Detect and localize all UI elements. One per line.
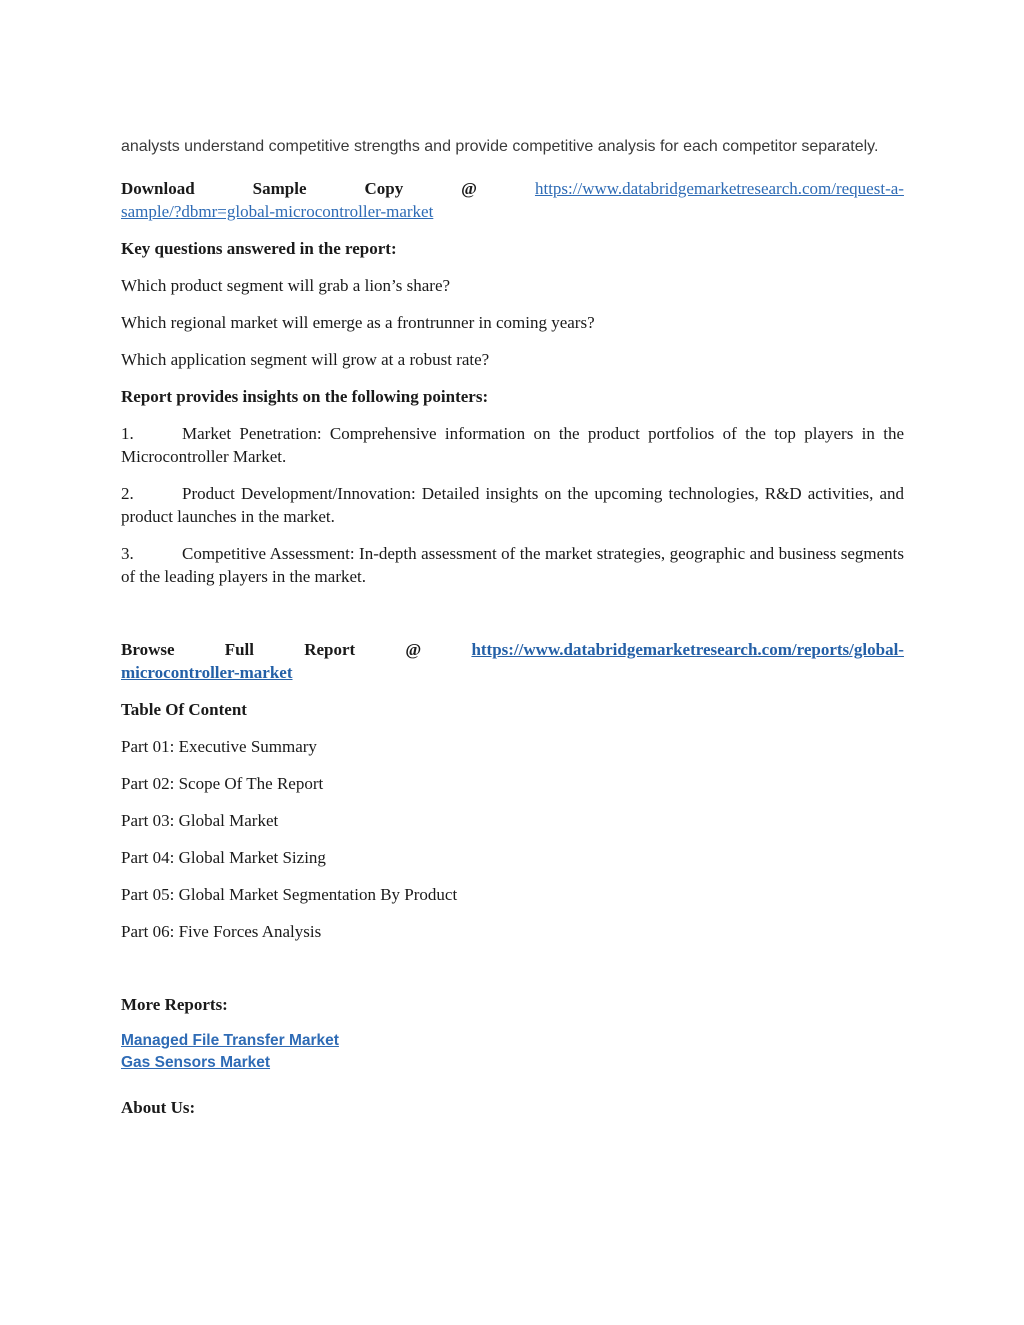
more-report-link[interactable]: Managed File Transfer Market — [121, 1032, 339, 1049]
toc-item: Part 02: Scope Of The Report — [121, 774, 324, 793]
at-sign: @ — [461, 179, 477, 198]
pointer-number: 3. — [121, 544, 134, 563]
toc-item: Part 03: Global Market — [121, 811, 279, 830]
pointer-item — [121, 542, 904, 588]
download-word: Download — [121, 179, 195, 198]
key-question-item: Which regional market will emerge as a frontrunner in coming years? — [121, 313, 595, 332]
pointer-item — [121, 482, 904, 528]
full-word: Full — [224, 640, 255, 659]
report-word: Report — [304, 640, 356, 659]
pointers-heading: Report provides insights on the following pointers: — [121, 387, 489, 406]
browse-word: Browse — [121, 640, 175, 659]
about-us-heading: About Us: — [121, 1098, 196, 1117]
more-report-link[interactable]: Gas Sensors Market — [121, 1054, 271, 1071]
document-page — [121, 130, 904, 1119]
pointer-number: 1. — [121, 424, 134, 443]
key-question-item: Which application segment will grow at a robust rate? — [121, 350, 490, 369]
toc-item: Part 06: Five Forces Analysis — [121, 922, 322, 941]
key-question-item: Which product segment will grab a lion’s share? — [121, 276, 451, 295]
more-reports-list — [121, 1030, 904, 1074]
toc-item: Part 05: Global Market Segmentation By Product — [121, 885, 458, 904]
intro-paragraph: analysts understand competitive strengths and provide competitive analysis for each competitor separately. — [121, 138, 879, 155]
pointer-item — [121, 422, 904, 468]
more-reports-heading: More Reports: — [121, 995, 228, 1014]
toc-item: Part 04: Global Market Sizing — [121, 848, 326, 867]
toc-heading: Table Of Content — [121, 700, 247, 719]
pointer-text: Competitive Assessment: In-depth assessment of the market strategies, geographic and business segments of the leading players in the market. — [121, 544, 904, 586]
browse-report-link-part1[interactable]: https://www.databridgemarketresearch.com/reports/global- — [471, 640, 904, 659]
sample-word: Sample — [252, 179, 307, 198]
browse-report-line — [121, 638, 904, 661]
pointer-text: Product Development/Innovation: Detailed insights on the upcoming technologies, R&D activities, and product launches in the market. — [121, 484, 904, 526]
pointer-number: 2. — [121, 484, 134, 503]
download-sample-line — [121, 177, 904, 200]
pointer-text: Market Penetration: Comprehensive information on the product portfolios of the top players in the Microcontroller Market. — [121, 424, 904, 466]
download-sample-block — [121, 177, 904, 223]
copy-word: Copy — [364, 179, 404, 198]
browse-report-block — [121, 638, 904, 684]
toc-item: Part 01: Executive Summary — [121, 737, 317, 756]
at-sign: @ — [405, 640, 422, 659]
download-sample-link-part1[interactable]: https://www.databridgemarketresearch.com/request-a- — [534, 179, 904, 198]
browse-report-link-part2[interactable]: microcontroller-market — [121, 663, 293, 682]
key-questions-heading: Key questions answered in the report: — [121, 239, 397, 258]
download-sample-link-part2[interactable]: sample/?dbmr=global-microcontroller-market — [121, 202, 434, 221]
